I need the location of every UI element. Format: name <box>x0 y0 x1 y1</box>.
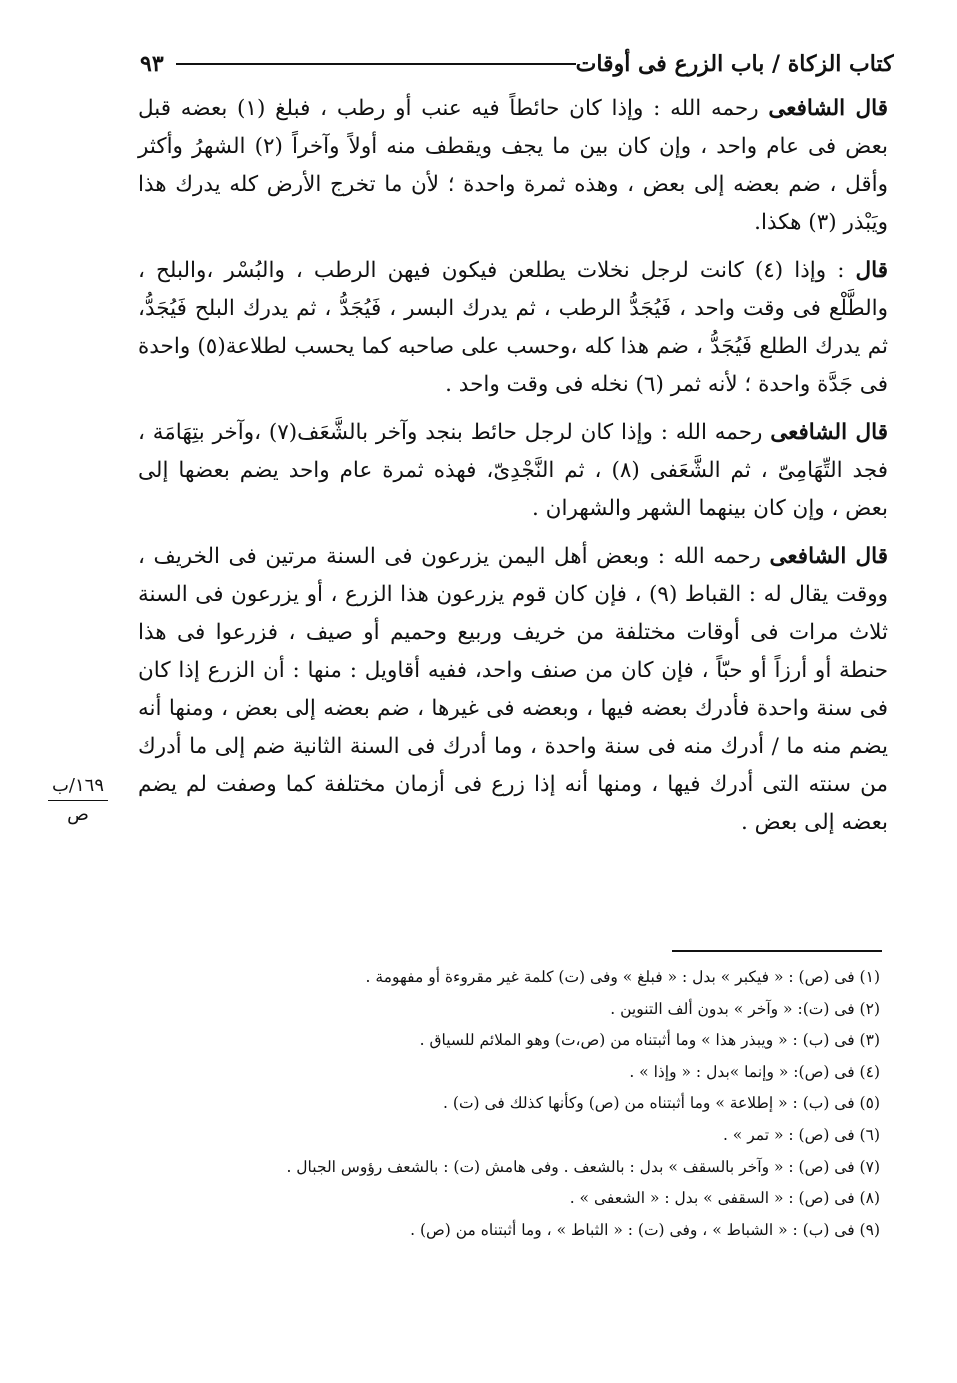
footnote-3: (٣) فى (ب) : « ويبذر هذا » وما أثبتناه من (ص،ت) وهو الملائم للسياق . <box>419 1031 880 1050</box>
paragraph-2 <box>138 252 888 404</box>
footnote-rule <box>672 950 882 952</box>
speaker-label: قال الشافعى <box>768 96 888 121</box>
paragraph-text: : وإذا (٤) كانت لرجل نخلات يطلعن فيكون فيهن الرطب ، والبُسْر ،والبلح ، والطَّلْع فى وقت واحد ، فَيُجَدُّ الرطب ، ثم يدرك البسر ، فَيُجَدُّ ، ثم يدرك البلح فَيُجَدُّ، ثم يدرك الطلع فَيُجَدُّ ، ضم هذا كله ،وحسب على صاحبه كما يحسب لطلاعة(٥) واحدة فى جَدَّة واحدة ؛ لأنه ثمر (٦) نخله فى وقت واحد . <box>138 258 889 397</box>
paragraph-1 <box>138 90 888 242</box>
footnote-5: (٥) فى (ب) : « إطلاعة » وما أثبتناه من (ص) وكأنها كذلك فى (ت) . <box>443 1094 880 1113</box>
running-title: كتاب الزكاة / باب الزرع فى أوقات <box>575 51 894 77</box>
speaker-label: قال <box>855 258 888 283</box>
speaker-label: قال الشافعى <box>770 420 888 445</box>
footnote-9: (٩) فى (ب) : « الشباط » ، وفى (ت) : « الثباط » ، وما أثبتناه من (ص) . <box>410 1220 880 1239</box>
paragraph-text: رحمه الله : وإذا كان لرجل حائط بنجد وآخر بالشَّعَف(٧) ،وآخر بتِهَامَة ، فجد التِّهَامِىّ ، ثم الشَّعَفى (٨) ، ثم النَّجْدِىّ، فهذه ثمرة عام واحد يضم بعضها إلى بعض ، وإن كان بينهما الشهر والشهران . <box>138 420 888 521</box>
footnote-2: (٢) فى (ت): « وآخر » بدون ألف التنوين . <box>610 999 880 1018</box>
manuscript-siglum: ص <box>67 804 89 825</box>
paragraph-3 <box>138 414 888 528</box>
page-number: ٩٣ <box>140 51 164 77</box>
footnote-6: (٦) فى (ص) : « تمر » . <box>722 1125 880 1144</box>
margin-note <box>48 774 108 827</box>
speaker-label: قال الشافعى <box>769 544 888 569</box>
paragraph-4 <box>138 538 888 842</box>
header-rule <box>176 63 576 65</box>
paragraph-text: رحمه الله : وإذا كان حائطاً فيه عنب أو رطب ، فبلغ (١) بعضه قبل بعض فى عام واحد ، وإن كان بين ما يجف ويقطف منه أولاً وآخراً (٢) الشهرُ وأكثر وأقل ، ضم بعضه إلى بعض ، وهذه ثمرة واحدة ؛ لأن ما تخرج الأرض كله يدرك هذا ويَبْذر (٣) هكذا. <box>138 96 888 235</box>
footnote-4: (٤) فى (ص): « وإنما »بدل : « وإذا » . <box>629 1062 880 1081</box>
footnote-8: (٨) فى (ص) : « السقفى » بدل : « الشعفى » . <box>569 1189 880 1208</box>
page-header <box>140 44 894 84</box>
footnote-7: (٧) فى (ص) : « وآخر بالسقف » بدل : بالشعف . وفى هامش (ت) : بالشعف رؤوس الجبال . <box>286 1157 880 1176</box>
paragraph-text: رحمه الله : وبعض أهل اليمن يزرعون فى السنة مرتين فى الخريف ، ووقت يقال له : القباط (٩) ، فإن كان قوم يزرعون هذا الزرع ، أو يزرعون فى السنة ثلاث مرات فى أوقات مختلفة من خريف وربيع وحميم أو صيف ، فزرعوا فى هذا حنطة أو أرزاً أو حبّاً ، فإن كان من صنف واحد، ففيه أقاويل : منها : أن الزرع إذا كان فى سنة واحدة فأدرك بعضه فيها ، وبعضه فى غيرها ، ضم بعضه إلى بعض ، ومنها أنه يضم منه ما / أدرك منه فى سنة واحدة ، وما أدرك فى السنة الثانية ضم إلى ما أدرك من سنته التى أدرك فيها ، ومنها أنه إذا زرع فى أزمان مختلفة كما وصفت لم يضم بعضه إلى بعض . <box>138 544 889 835</box>
footnotes-list <box>190 962 880 1246</box>
folio-signature: ١٦٩/ب <box>48 774 108 801</box>
footnote-1: (١) فى (ص) : « فيكبر » بدل : « فبلغ » وفى (ت) كلمة غير مقروءة أو مفهومة . <box>365 968 880 986</box>
main-text <box>138 90 888 852</box>
